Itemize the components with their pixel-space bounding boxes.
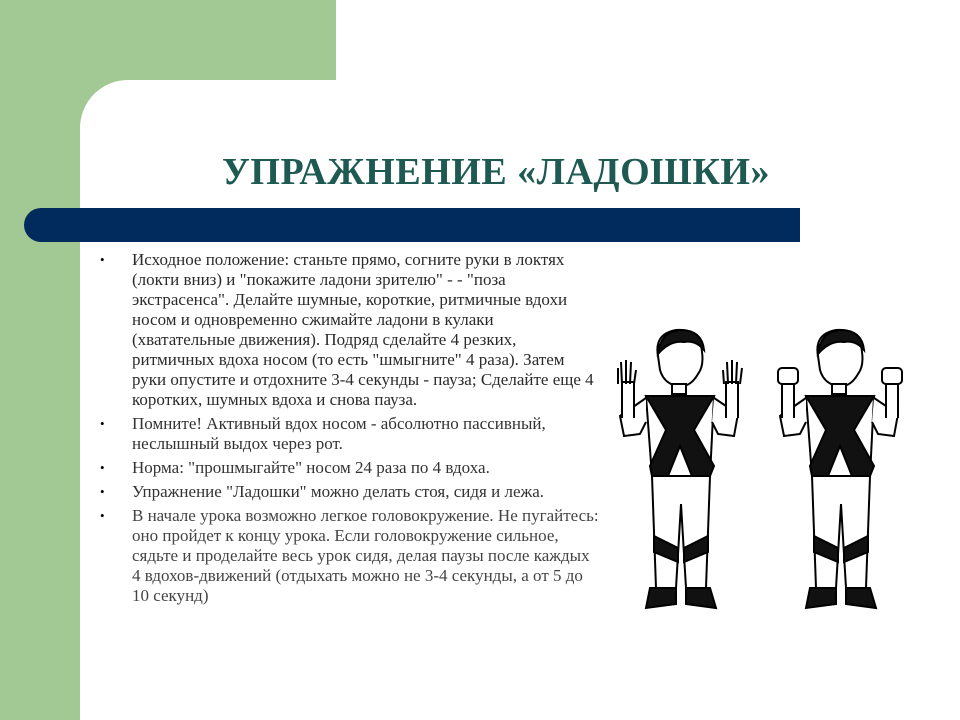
bullet-icon: • <box>100 508 105 523</box>
exercise-illustration <box>606 326 932 618</box>
open-palms-figure <box>618 330 742 608</box>
list-item-text: Помните! Активный вдох носом - абсолютно пассивный, неслышный выдох через рот. <box>132 414 546 453</box>
slide-title: УПРАЖНЕНИЕ «ЛАДОШКИ» <box>222 151 770 193</box>
bullet-icon: • <box>100 460 105 475</box>
list-item-text: Норма: "прошмыгайте" носом 24 раза по 4 вдоха. <box>132 458 490 477</box>
bullet-icon: • <box>100 416 105 431</box>
bullet-icon: • <box>100 252 105 267</box>
list-item <box>100 506 600 606</box>
list-item <box>100 250 600 410</box>
title-underline-bar <box>24 208 800 242</box>
list-item-text: Исходное положение: станьте прямо, согните руки в локтях (локти вниз) и "покажите ладони зрителю" - - "поза экстрасенса". Делайте шумные, короткие, ритмичные вдохи носом и одновременно сжимайте ладони в кулаки (хватательные движения). Подряд сделайте 4 резких, ритмичных вдоха носом (то есть "шмыгните" 4 раза). Затем руки опустите и отдохните 3-4 секунды - пауза; Сделайте еще 4 коротких, шумных вдоха и снова пауза. <box>132 250 594 409</box>
list-item <box>100 482 600 502</box>
list-item-text: Упражнение "Ладошки" можно делать стоя, сидя и лежа. <box>132 482 545 501</box>
list-item-text: В начале урока возможно легкое головокружение. Не пугайтесь: оно пройдет к концу урока. Если головокружение сильное, сядьте и проделайте весь урок сидя, делая паузы после каждых 4 вдохов-движений (отдыхать можно не 3-4 секунды, а от 5 до 10 секунд) <box>132 506 599 605</box>
fists-figure <box>778 330 902 608</box>
list-item <box>100 414 600 454</box>
list-item <box>100 458 600 478</box>
bullet-list <box>100 250 600 610</box>
bullet-icon: • <box>100 484 105 499</box>
